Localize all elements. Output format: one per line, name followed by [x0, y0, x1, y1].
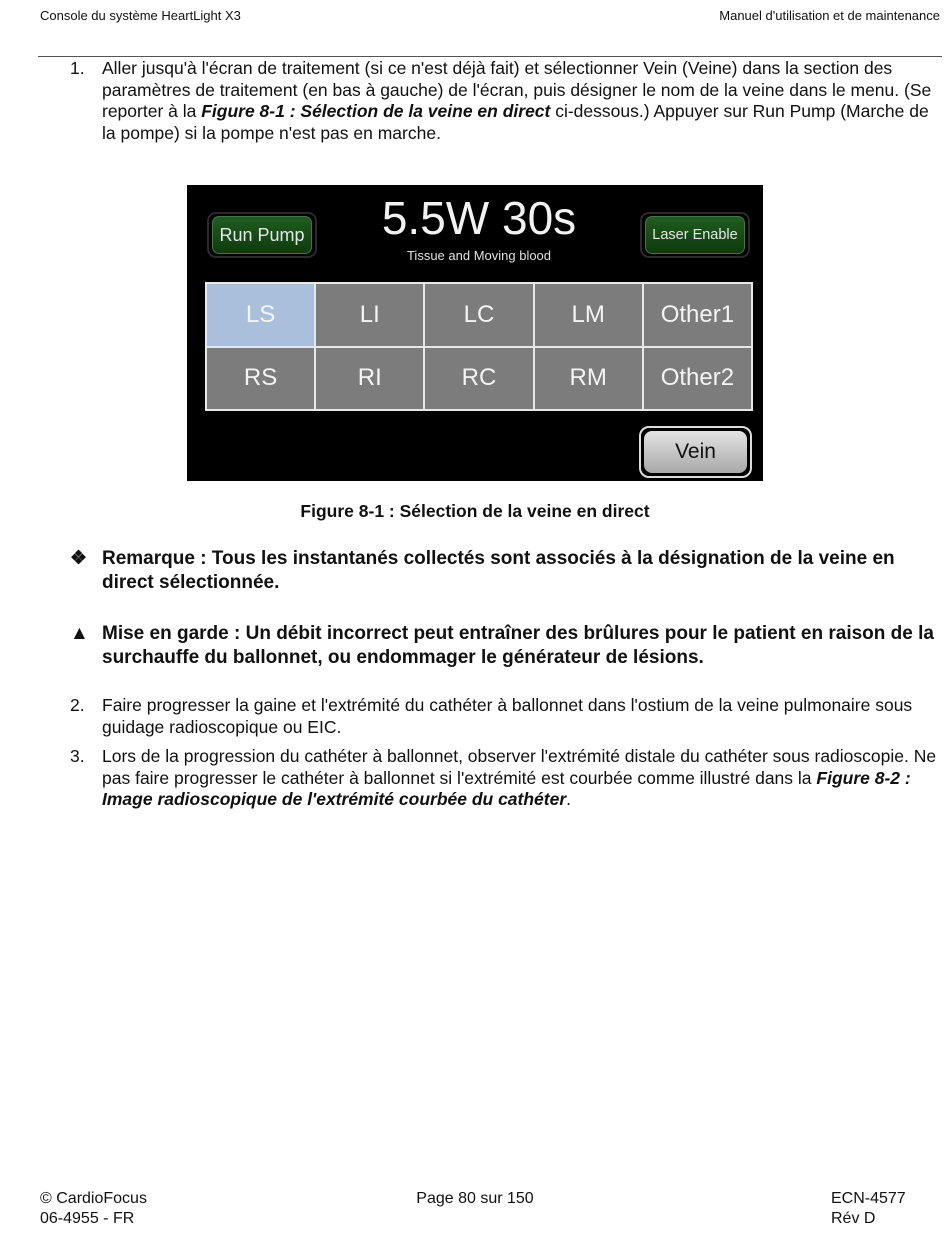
step-number: 2.: [70, 695, 85, 715]
figure-reference[interactable]: Figure 8-2 : Image radioscopique de l'extrémité courbée du cathéter: [102, 767, 911, 809]
vein-cell-lm[interactable]: LM: [535, 284, 642, 346]
footer-ecn: ECN-4577: [831, 1190, 906, 1207]
warning-triangle-icon: ▲: [70, 623, 89, 644]
vein-selection-screen: [187, 185, 763, 481]
header-divider: [38, 56, 942, 57]
remark-note: [70, 547, 945, 595]
vein-cell-rc[interactable]: RC: [425, 348, 532, 410]
step-1: [70, 58, 940, 144]
vein-cell-rs[interactable]: RS: [207, 348, 314, 410]
laser-enable-label: Laser Enable: [645, 216, 745, 254]
laser-enable-button[interactable]: [640, 212, 750, 258]
run-pump-label: Run Pump: [212, 216, 312, 254]
footer-copyright: © CardioFocus: [40, 1190, 147, 1207]
footer-revision: Rév D: [831, 1210, 876, 1227]
step-text: Aller jusqu'à l'écran de traitement (si ce n'est déjà fait) et sélectionner Vein (Veine) dans la section des paramètres de traitement (en bas à gauche) de l'écran, puis désigner le nom de la veine dans le menu. (Se reporter à la Figure 8-1 : Sélection de la veine en direct ci-dessous.) Appuyer sur Run Pump (Marche de la pompe) si la pompe n'est pas en marche.: [102, 58, 932, 143]
run-pump-button[interactable]: [207, 212, 317, 258]
vein-cell-li[interactable]: LI: [316, 284, 423, 346]
step-text: Lors de la progression du cathéter à ballonnet, observer l'extrémité distale du cathéter sous radioscopie. Ne pas faire progresser le cathéter à ballonnet si l'extrémité est courbée comme illustré dans la Figure 8-2 : Image radioscopique de l'extrémité courbée du cathéter.: [102, 746, 937, 809]
caution-note: [70, 622, 945, 670]
header-manual-title: Manuel d'utilisation et de maintenance: [719, 8, 940, 23]
footer-page-number: Page 80 sur 150: [416, 1190, 534, 1207]
treatment-mode-label: Tissue and Moving blood: [406, 248, 552, 263]
step-2: [70, 695, 940, 738]
step-number: 3.: [70, 746, 85, 766]
footer-right: [831, 1189, 906, 1229]
figure-reference[interactable]: Figure 8-1 : Sélection de la veine en direct: [201, 101, 551, 121]
figure-caption: Figure 8-1 : Sélection de la veine en direct: [300, 501, 650, 521]
step-3: [70, 746, 940, 811]
vein-cell-other1[interactable]: Other1: [644, 284, 751, 346]
vein-button[interactable]: [639, 426, 752, 478]
remark-icon: ❖: [70, 548, 88, 569]
vein-cell-rm[interactable]: RM: [535, 348, 642, 410]
vein-button-label: Vein: [644, 431, 747, 473]
vein-grid: [205, 282, 753, 411]
vein-cell-ri[interactable]: RI: [316, 348, 423, 410]
header-product: Console du système HeartLight X3: [40, 8, 241, 23]
caution-text: Mise en garde : Un débit incorrect peut entraîner des brûlures pour le patient en raison de la surchauffe du ballonnet, ou endommager le générateur de lésions.: [102, 623, 934, 668]
vein-cell-lc[interactable]: LC: [425, 284, 532, 346]
step-number: 1.: [70, 58, 85, 78]
power-time-readout: 5.5W 30s: [381, 192, 577, 244]
step-text: Faire progresser la gaine et l'extrémité du cathéter à ballonnet dans l'ostium de la veine pulmonaire sous guidage radioscopique ou EIC.: [102, 695, 913, 737]
vein-cell-other2[interactable]: Other2: [644, 348, 751, 410]
vein-cell-ls[interactable]: LS: [207, 284, 314, 346]
remark-text: Remarque : Tous les instantanés collectés sont associés à la désignation de la veine en direct sélectionnée.: [102, 548, 895, 593]
footer-doc-number: 06-4955 - FR: [40, 1210, 135, 1227]
